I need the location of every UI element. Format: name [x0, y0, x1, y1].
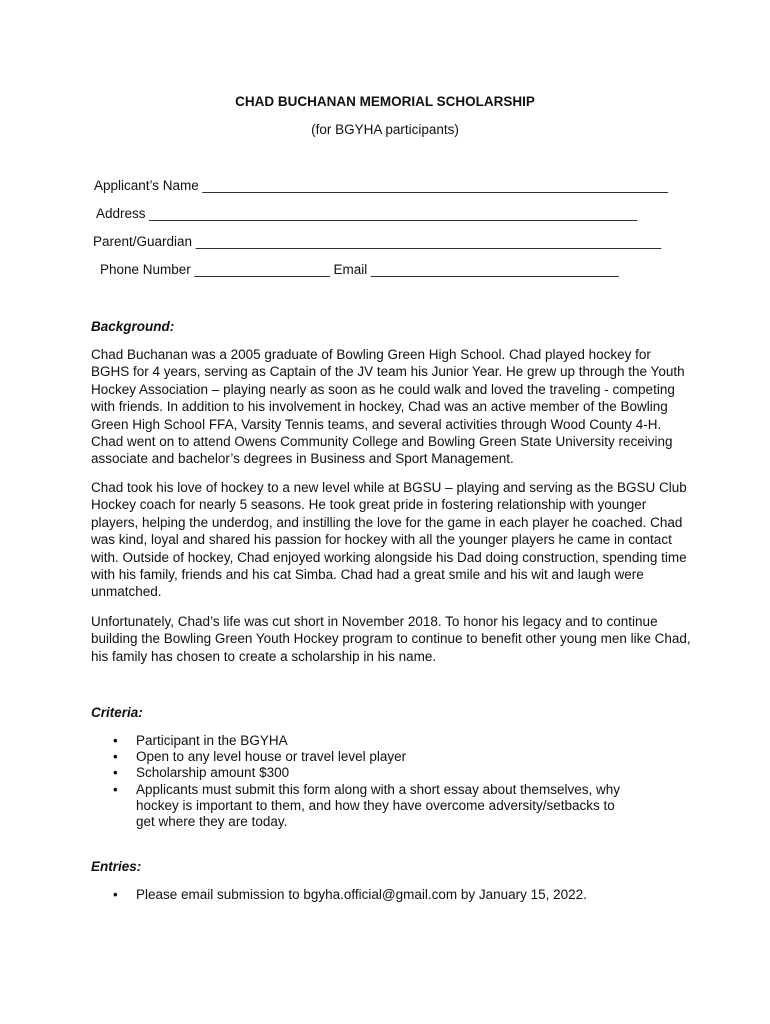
criteria-item-text: Participant in the BGYHA [136, 733, 288, 748]
list-item [91, 733, 691, 749]
criteria-item-text: Open to any level house or travel level player [136, 749, 407, 765]
list-item [91, 765, 691, 781]
criteria-item-text: Scholarship amount $300 [136, 765, 290, 781]
document-title: CHAD BUCHANAN MEMORIAL SCHOLARSHIP [235, 94, 535, 109]
background-heading: Background: [91, 319, 175, 334]
background-paragraph: Unfortunately, Chad’s life was cut short in November 2018. To honor his legacy and to continue building the Bowling Green Youth Hockey program to continue to benefit other young men like Chad, his family has chosen to create a scholarship in his name. [91, 614, 691, 664]
applicant-name-field: Applicant’s Name ______________________________________________________________ [94, 178, 669, 193]
list-item [91, 782, 691, 831]
list-item [91, 749, 691, 765]
list-item [91, 887, 691, 903]
parent-guardian-field: Parent/Guardian ______________________________________________________________ [93, 234, 662, 249]
address-field: Address _________________________________________________________________ [96, 206, 638, 221]
bullet-icon: • [113, 765, 118, 781]
criteria-heading: Criteria: [91, 705, 143, 720]
phone-email-field: Phone Number __________________ Email _________________________________ [100, 262, 619, 277]
document-subtitle: (for BGYHA participants) [311, 122, 459, 137]
entries-list [91, 887, 691, 903]
bullet-icon: • [113, 781, 118, 797]
entries-item-text: Please email submission to bgyha.official@gmail.com by January 15, 2022. [136, 887, 587, 902]
entries-heading: Entries: [91, 859, 142, 874]
background-paragraph: Chad Buchanan was a 2005 graduate of Bowling Green High School. Chad played hockey for BGHS for 4 years, serving as Captain of the JV team his Junior Year. He grew up through the Youth Hockey Association – playing nearly as soon as he could walk and loved the traveling - competing with friends. In addition to his involvement in hockey, Chad was an active member of the Bowling Green High School FFA, Varsity Tennis teams, and several activities through Wood County 4-H. Chad went on to attend Owens Community College and Bowling Green State University receiving associate and bachelor’s degrees in Business and Sport Management. [91, 347, 685, 467]
bullet-icon: • [113, 733, 118, 748]
criteria-item-text: Applicants must submit this form along with a short essay about themselves, why hockey is important to them, and how they have overcome adversity/setbacks to get where they are today. [136, 781, 620, 830]
bullet-icon: • [113, 749, 118, 765]
bullet-icon: • [113, 887, 118, 902]
criteria-list [91, 733, 691, 830]
background-paragraph: Chad took his love of hockey to a new level while at BGSU – playing and serving as the BGSU Club Hockey coach for nearly 5 seasons. He took great pride in fostering relationship with younger players, helping the underdog, and instilling the love for the game in each player he coached. Chad was kind, loyal and shared his passion for hockey with all the younger players he came in contact with. Outside of hockey, Chad enjoyed working alongside his Dad doing construction, spending time with his family, friends and his cat Simba. Chad had a great smile and his wit and laugh were unmatched. [91, 480, 687, 600]
